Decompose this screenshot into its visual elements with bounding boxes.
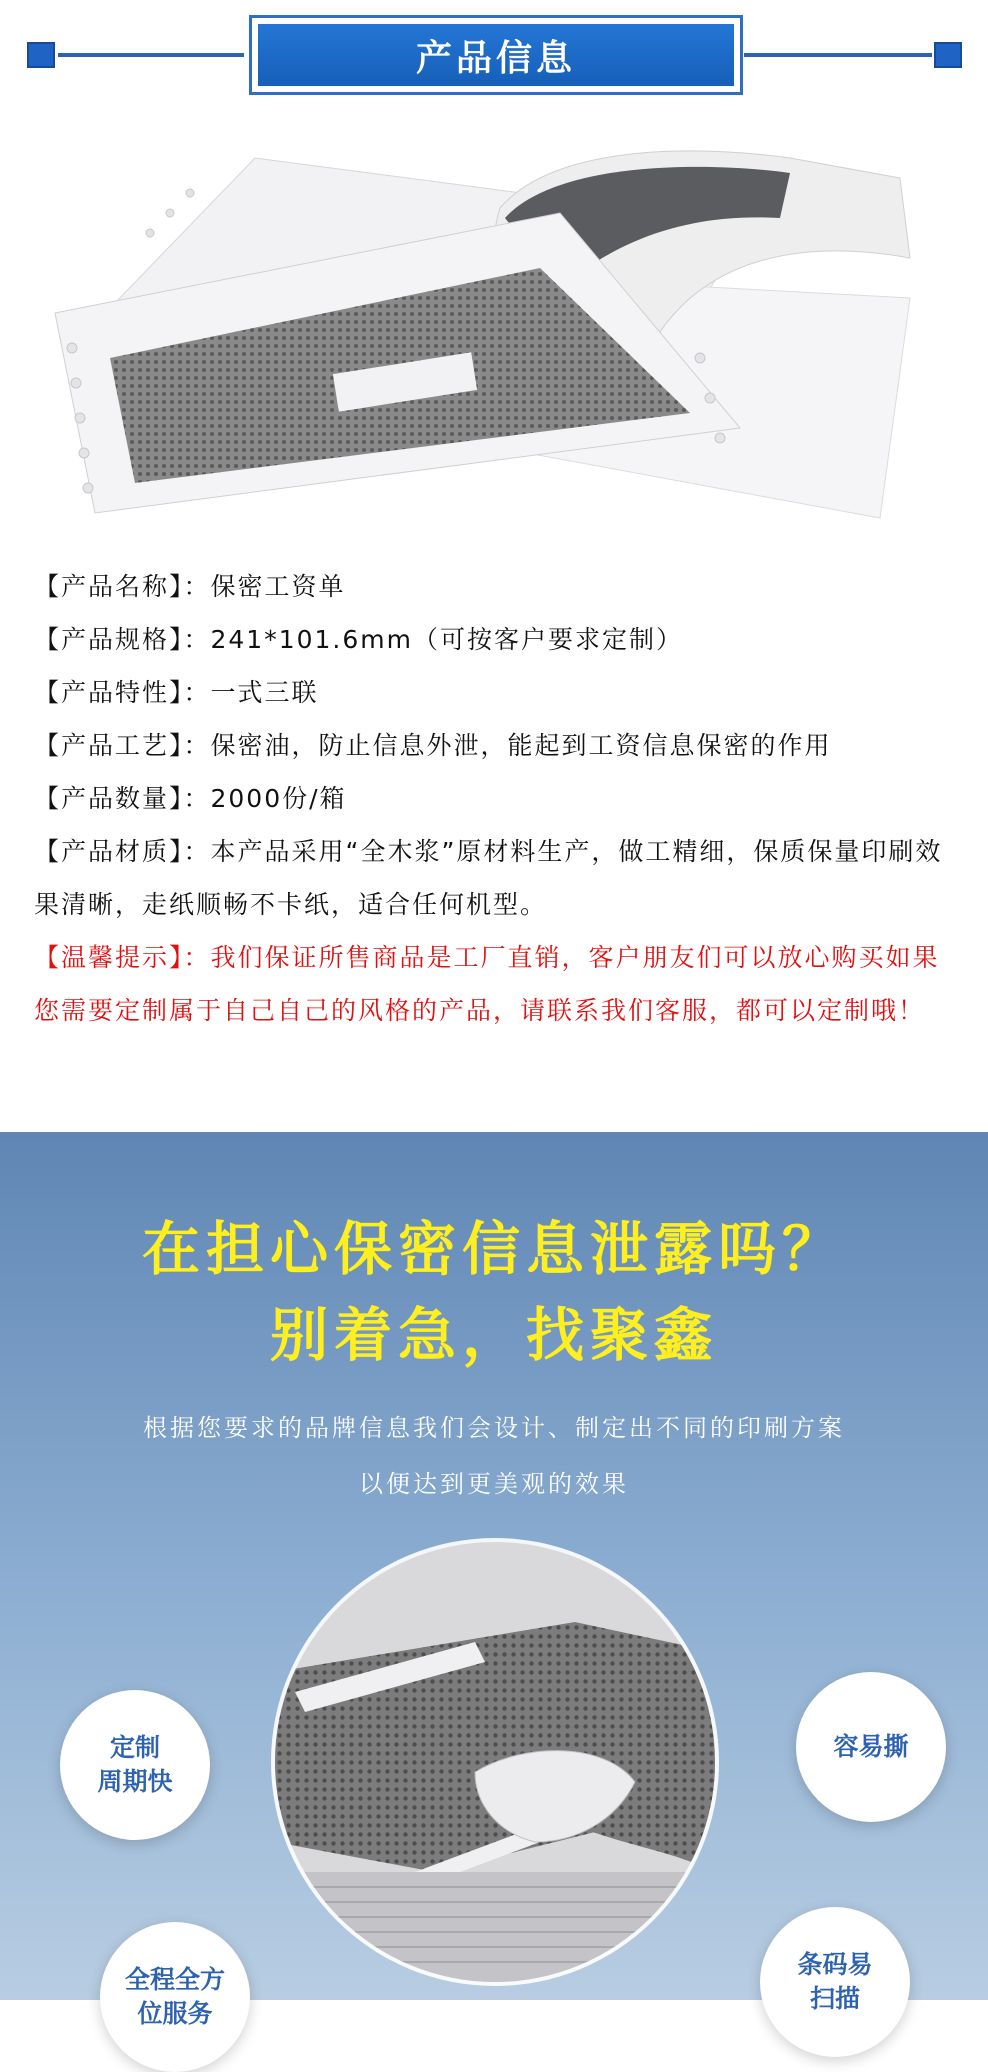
- info-spec: 【产品规格】：241*101.6mm（可按客户要求定制）: [34, 625, 683, 654]
- header-title-box: [249, 15, 743, 95]
- header-left-square: [27, 42, 55, 68]
- badge-easy-tear: 容易撕: [796, 1672, 946, 1822]
- info-name: 【产品名称】：保密工资单: [34, 572, 346, 601]
- promo-section: [0, 1132, 988, 2028]
- section-header: [0, 0, 988, 120]
- header-right-square: [934, 42, 962, 68]
- promo-subtitle-1: 根据您要求的品牌信息我们会设计、制定出不同的印刷方案: [143, 1414, 845, 1442]
- info-notice: 【温馨提示】：我们保证所售商品是工厂直销，客户朋友们可以放心购买如果您需要定制属于自己自己的风格的产品，请联系我们客服，都可以定制哦！: [34, 943, 940, 1025]
- badge-full-service: 全程全方 位服务: [100, 1922, 250, 2072]
- badge-fast-custom: 定制 周期快: [60, 1690, 210, 1840]
- info-process: 【产品工艺】：保密油，防止信息外泄，能起到工资信息保密的作用: [34, 731, 832, 760]
- product-info: [34, 560, 964, 1037]
- product-photo: [0, 118, 988, 538]
- info-material: 【产品材质】：本产品采用“全木浆”原材料生产，做工精细，保质保量印刷效果清晰，走纸顺畅不卡纸，适合任何机型。: [34, 837, 943, 919]
- info-feature: 【产品特性】：一式三联: [34, 678, 319, 707]
- promo-subtitle-2: 以便达到更美观的效果: [359, 1470, 629, 1498]
- badge-barcode-scan: 条码易 扫描: [760, 1907, 910, 2057]
- header-title: 产品信息: [415, 37, 576, 79]
- promo-product-photo: [275, 1542, 715, 1982]
- promo-headline-1: 在担心保密信息泄露吗？: [141, 1215, 846, 1283]
- promo-headline-2: 别着急，找聚鑫: [269, 1301, 718, 1369]
- info-quantity: 【产品数量】：2000份/箱: [34, 784, 347, 813]
- header-right-line: [744, 53, 932, 57]
- header-left-line: [58, 53, 244, 57]
